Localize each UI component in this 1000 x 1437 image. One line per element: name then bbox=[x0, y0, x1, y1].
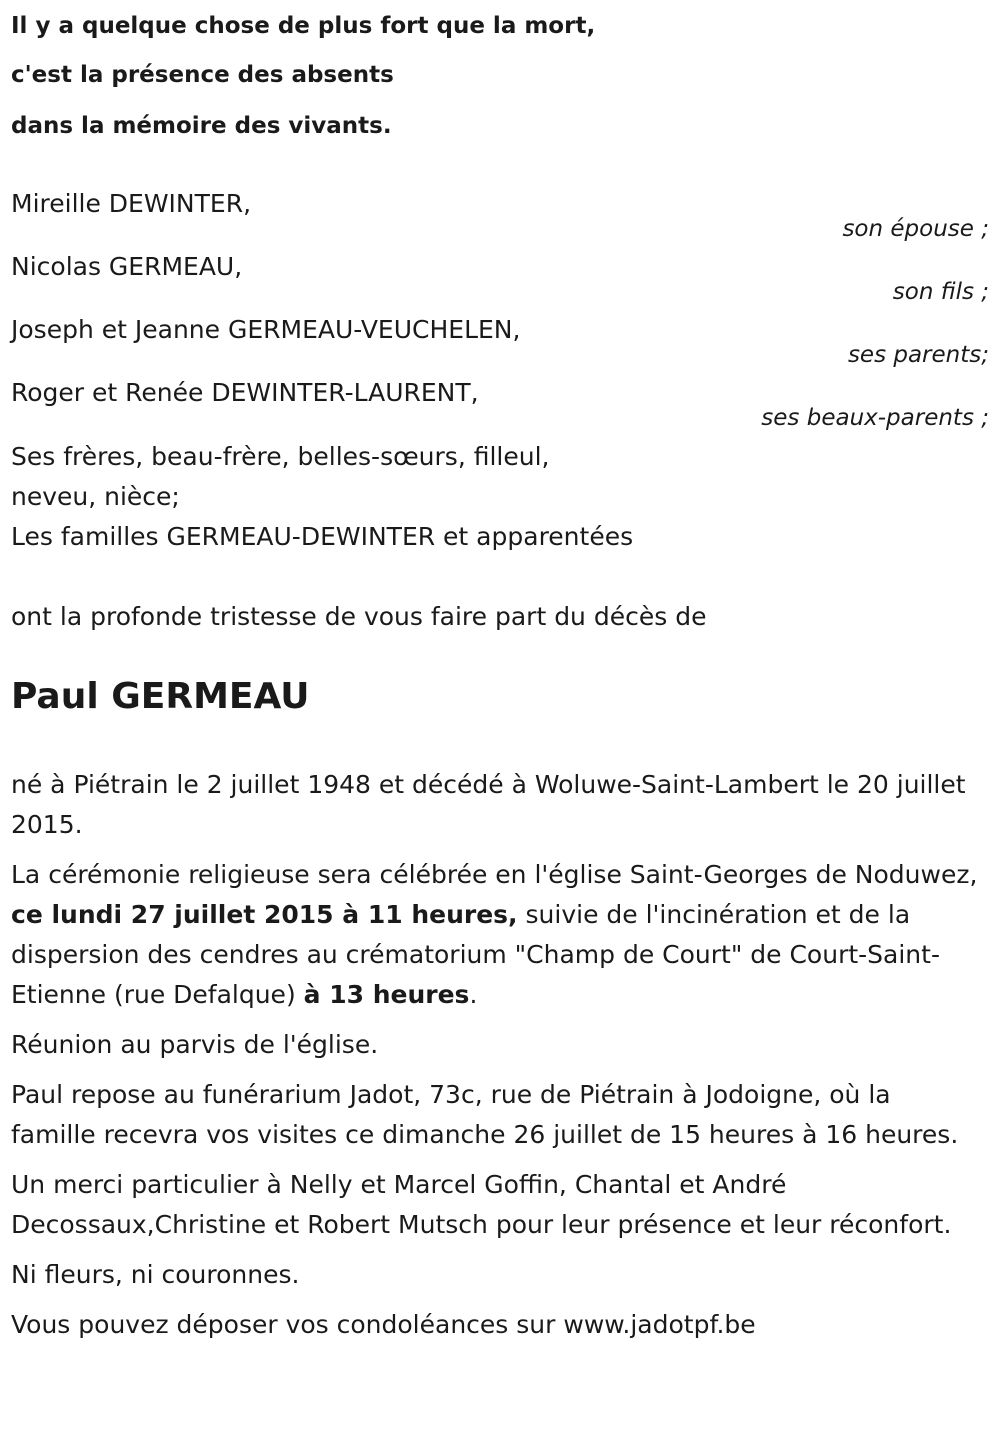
thanks-note: Un merci particulier à Nelly et Marcel Goffin, Chantal et André Decossaux,Christine et Robert Mutsch pour leur présence et leur réconfort. bbox=[11, 1170, 952, 1239]
mourner-name: Mireille DEWINTER, bbox=[11, 189, 252, 218]
mourner-relation: son épouse ; bbox=[842, 216, 989, 242]
mourner-name: Joseph et Jeanne GERMEAU-VEUCHELEN, bbox=[11, 315, 521, 344]
mourner-relation: ses beaux-parents ; bbox=[761, 405, 989, 431]
family-line-3: Les familles GERMEAU-DEWINTER et apparentées bbox=[11, 522, 634, 551]
cremation-time: à 13 heures bbox=[303, 980, 470, 1009]
birth-death-info: né à Piétrain le 2 juillet 1948 et décédé à Woluwe-Saint-Lambert le 20 juillet 2015. bbox=[11, 770, 966, 839]
condolences-note: Vous pouvez déposer vos condoléances sur www.jadotpf.be bbox=[11, 1310, 756, 1339]
family-line-1: Ses frères, beau-frère, belles-sœurs, filleul, bbox=[11, 442, 550, 471]
ceremony-text-2: suivie de l'incinération et de la dispersion des cendres au crématorium "Champ de Court" de Court-Saint-Etienne (rue Defalque) bbox=[11, 900, 940, 1009]
obituary-body bbox=[11, 765, 981, 1345]
extended-family bbox=[11, 437, 981, 557]
flowers-note: Ni fleurs, ni couronnes. bbox=[11, 1260, 300, 1289]
quote-line-3: dans la mémoire des vivants. bbox=[11, 113, 392, 139]
quote-line-2: c'est la présence des absents bbox=[11, 62, 394, 88]
family-line-2: neveu, nièce; bbox=[11, 482, 180, 511]
deceased-name: Paul GERMEAU bbox=[11, 676, 310, 717]
ceremony-info bbox=[11, 855, 981, 1015]
ceremony-text-1: La cérémonie religieuse sera célébrée en l'église Saint-Georges de Noduwez, bbox=[11, 860, 978, 889]
mourner-name: Nicolas GERMEAU, bbox=[11, 252, 243, 281]
ceremony-date: ce lundi 27 juillet 2015 à 11 heures, bbox=[11, 900, 518, 929]
gathering-info: Réunion au parvis de l'église. bbox=[11, 1030, 379, 1059]
mourner-relation: son fils ; bbox=[892, 279, 989, 305]
mourner-relation: ses parents; bbox=[847, 342, 989, 368]
visitation-info: Paul repose au funérarium Jadot, 73c, rue de Piétrain à Jodoigne, où la famille recevra vos visites ce dimanche 26 juillet de 15 heures à 16 heures. bbox=[11, 1080, 959, 1149]
ceremony-text-3: . bbox=[469, 980, 478, 1009]
quote-line-1: Il y a quelque chose de plus fort que la mort, bbox=[11, 13, 596, 39]
mourner-name: Roger et Renée DEWINTER-LAURENT, bbox=[11, 378, 479, 407]
announcement: ont la profonde tristesse de vous faire part du décès de bbox=[11, 602, 707, 631]
